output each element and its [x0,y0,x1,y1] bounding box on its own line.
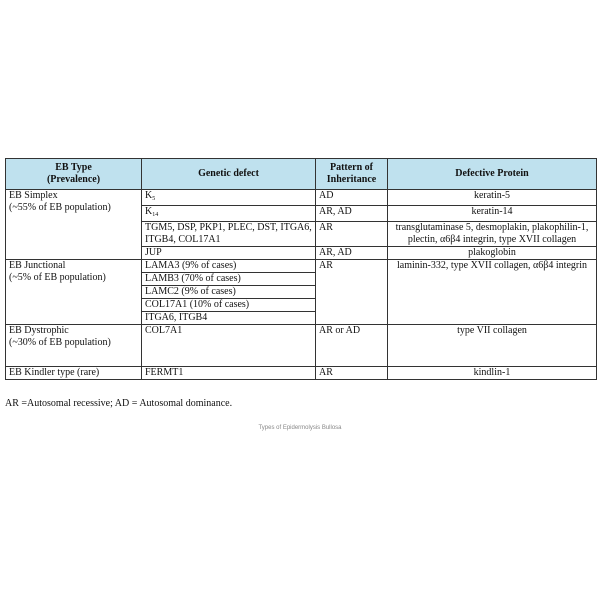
header-inheritance [316,159,388,190]
table-row [6,260,597,273]
gene-cell: COL7A1 [142,325,316,367]
header-inheritance-line2: Inheritance [326,174,377,185]
table-row [6,367,597,380]
eb-dystrophic-prevalence: (~30% of EB population) [9,337,111,348]
header-defective-protein: Defective Protein [388,159,597,190]
inheritance-cell: AR or AD [316,325,388,367]
eb-simplex-name: EB Simplex [9,190,58,201]
header-eb-type-line2: (Prevalence) [46,174,101,185]
gene-cell [142,206,316,222]
inheritance-cell: AR [316,367,388,380]
eb-junctional-name: EB Junctional [9,260,66,271]
gene-cell: LAMA3 (9% of cases) [142,260,316,273]
gene-cell: ITGA6, ITGB4 [142,312,316,325]
header-eb-type [6,159,142,190]
eb-junctional-type [6,260,142,325]
header-inheritance-line1: Pattern of [329,162,374,173]
eb-types-table [5,158,597,380]
header-eb-type-line1: EB Type [55,162,92,173]
gene-cell: JUP [142,247,316,260]
table-footnote: AR =Autosomal recessive; AD = Autosomal dominance. [5,398,233,409]
protein-cell: keratin-14 [388,206,597,222]
eb-dystrophic-type [6,325,142,367]
eb-kindler-type: EB Kindler type (rare) [6,367,142,380]
gene-cell: LAMB3 (70% of cases) [142,273,316,286]
protein-cell: laminin-332, type XVII collagen, α6β4 integrin [388,260,597,325]
gene-k5-sub: 5 [152,196,156,202]
inheritance-cell: AR, AD [316,247,388,260]
inheritance-cell: AR [316,260,388,325]
eb-dystrophic-name: EB Dystrophic [9,325,69,336]
gene-cell: TGM5, DSP, PKP1, PLEC, DST, ITGA6, ITGB4, COL17A1 [142,222,316,247]
gene-cell [142,190,316,206]
header-row [6,159,597,190]
gene-k14-sub: 14 [152,212,159,218]
gene-k5-base: K [145,190,153,201]
protein-cell: kindlin-1 [388,367,597,380]
eb-simplex-prevalence: (~55% of EB population) [9,202,111,213]
gene-cell: COL17A1 (10% of cases) [142,299,316,312]
gene-cell: FERMT1 [142,367,316,380]
header-genetic-defect: Genetic defect [142,159,316,190]
protein-cell: transglutaminase 5, desmoplakin, plakophilin-1, plectin, α6β4 integrin, type XVII collagen [388,222,597,247]
image-caption: Types of Epidermolysis Bullosa [258,425,342,431]
eb-simplex-type [6,190,142,260]
table-row [6,190,597,206]
gene-cell: LAMC2 (9% of cases) [142,286,316,299]
protein-cell: keratin-5 [388,190,597,206]
inheritance-cell: AR [316,222,388,247]
eb-junctional-prevalence: (~5% of EB population) [9,272,106,283]
gene-k14-base: K [145,206,153,217]
protein-cell: type VII collagen [388,325,597,367]
inheritance-cell: AR, AD [316,206,388,222]
inheritance-cell: AD [316,190,388,206]
protein-cell: plakoglobin [388,247,597,260]
table-row [6,325,597,367]
